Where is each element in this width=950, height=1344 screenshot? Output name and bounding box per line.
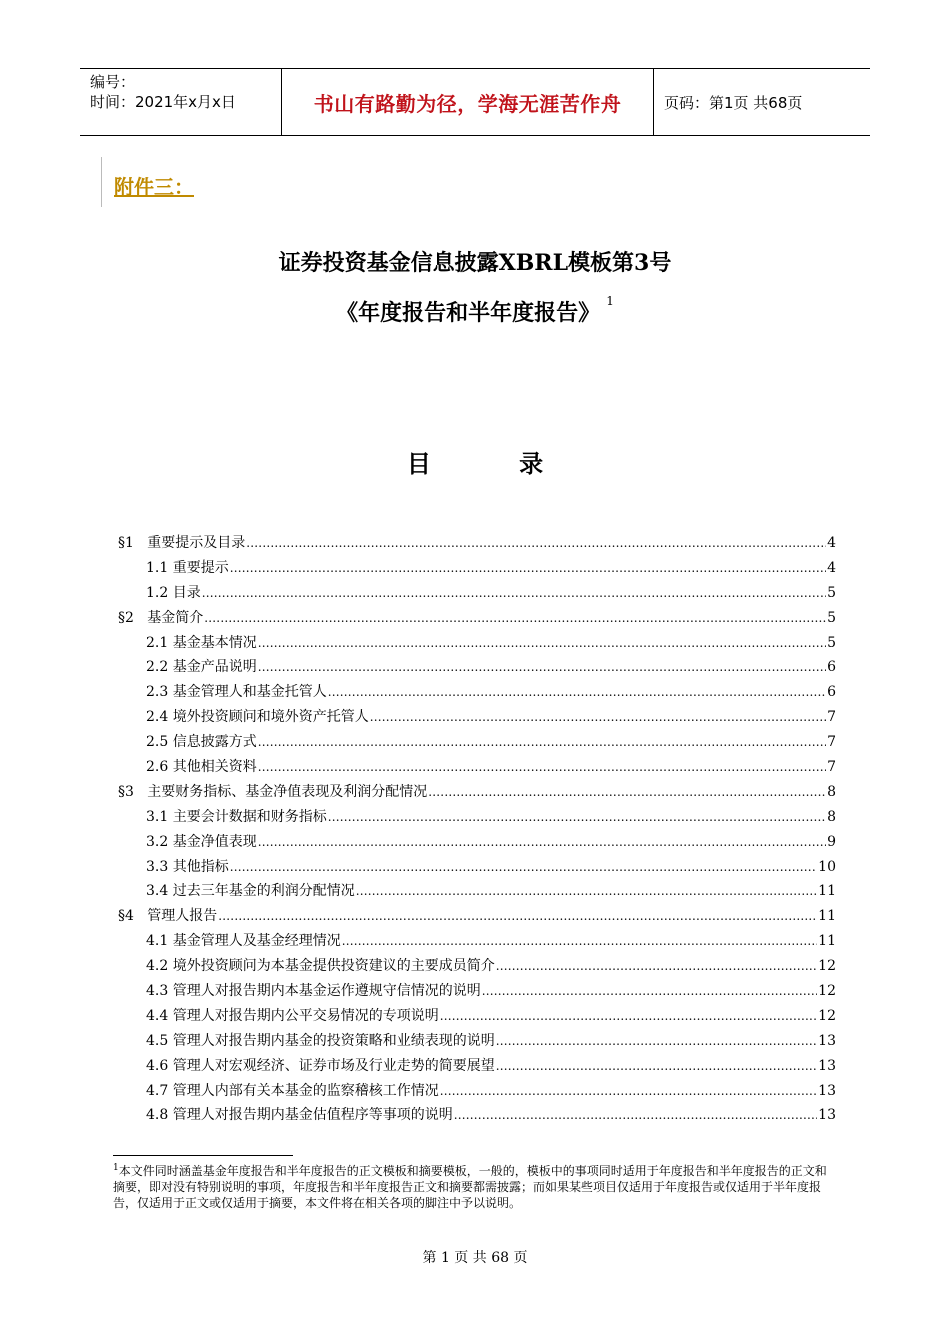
toc-entry[interactable] bbox=[118, 930, 836, 955]
number-label: 编号： bbox=[90, 73, 136, 91]
footnote-number: 1 bbox=[113, 1163, 119, 1173]
toc-dot-leader bbox=[258, 835, 826, 849]
toc-entry-page: 13 bbox=[818, 1032, 836, 1049]
toc-entry-page: 8 bbox=[827, 783, 836, 800]
toc-entry-title: 基金管理人和基金托管人 bbox=[172, 684, 327, 701]
toc-entry-number: 4.5 bbox=[146, 1032, 173, 1049]
toc-entry-page: 8 bbox=[827, 808, 836, 825]
toc-entry-page: 10 bbox=[818, 858, 836, 875]
toc-dot-leader bbox=[496, 959, 817, 973]
toc-dot-leader bbox=[370, 710, 826, 724]
toc-entry-title: 主要财务指标、基金净值表现及利润分配情况 bbox=[147, 783, 428, 800]
toc-entry-number: 1.1 bbox=[146, 559, 173, 576]
toc-entry-page: 5 bbox=[827, 584, 836, 601]
toc-entry-title: 管理人内部有关本基金的监察稽核工作情况 bbox=[172, 1082, 439, 1099]
toc-entry[interactable] bbox=[118, 955, 836, 980]
toc-dot-leader bbox=[218, 909, 817, 923]
toc-dot-leader bbox=[342, 934, 817, 948]
toc-entry[interactable] bbox=[118, 731, 836, 756]
toc-entry-number: 4.2 bbox=[146, 958, 173, 975]
toc-entry-number: 2.6 bbox=[146, 759, 173, 776]
toc-entry-title: 目录 bbox=[172, 584, 201, 601]
toc-dot-leader bbox=[454, 1108, 817, 1122]
toc-entry-page: 11 bbox=[818, 883, 836, 900]
document-subtitle-text: 《年度报告和半年度报告》 bbox=[336, 300, 601, 326]
toc-entry-page: 12 bbox=[818, 958, 836, 975]
toc-entry-number: 4.8 bbox=[146, 1107, 173, 1124]
toc-entry-page: 12 bbox=[818, 1007, 836, 1024]
toc-dot-leader bbox=[230, 860, 817, 874]
toc-dot-leader bbox=[440, 1009, 817, 1023]
toc-entry-title: 境外投资顾问为本基金提供投资建议的主要成员简介 bbox=[172, 958, 495, 975]
toc-entry-page: 11 bbox=[818, 908, 836, 925]
page-footer: 第 1 页 共 68 页 bbox=[422, 1250, 528, 1266]
toc-entry-page: 9 bbox=[827, 833, 836, 850]
toc-entry-page: 13 bbox=[818, 1107, 836, 1124]
toc-entry-title: 管理人报告 bbox=[147, 908, 218, 925]
toc-entry[interactable] bbox=[118, 880, 836, 905]
toc-dot-leader bbox=[440, 1084, 817, 1098]
toc-entry-number: 1.2 bbox=[146, 584, 173, 601]
footnote-text: 本文件同时涵盖基金年度报告和半年度报告的正文模板和摘要模板，一般的，模板中的事项同时适用于年度报告和半年度报告的正文和摘要，即对没有特别说明的事项，年度报告和半年度报告正文和摘要都需披露；而如果某些项目仅适用于年度报告或仅适用于半年度报告，仅适用于正文或仅适用于摘要，本文件将在相关各项的脚注中予以说明。 bbox=[113, 1164, 827, 1210]
toc-entry-page: 11 bbox=[818, 933, 836, 950]
toc-entry-page: 12 bbox=[818, 983, 836, 1000]
toc-entry-number: 2.4 bbox=[146, 709, 173, 726]
table-of-contents bbox=[118, 532, 836, 1129]
toc-entry-number: 4.7 bbox=[146, 1082, 173, 1099]
toc-entry-title: 其他相关资料 bbox=[172, 759, 257, 776]
toc-dot-leader bbox=[258, 760, 826, 774]
toc-entry-page: 7 bbox=[827, 709, 836, 726]
toc-entry-title: 境外投资顾问和境外资产托管人 bbox=[172, 709, 369, 726]
toc-entry[interactable] bbox=[118, 1055, 836, 1080]
toc-entry[interactable] bbox=[118, 582, 836, 607]
toc-entry-number: 3.2 bbox=[146, 833, 173, 850]
toc-entry-page: 5 bbox=[827, 609, 836, 626]
toc-dot-leader bbox=[496, 1034, 817, 1048]
toc-entry-page: 6 bbox=[827, 659, 836, 676]
motto-text: 书山有路勤为径，学海无涯苦作舟 bbox=[313, 91, 622, 116]
header-left-cell bbox=[80, 69, 282, 135]
toc-entry-page: 6 bbox=[827, 684, 836, 701]
annex-margin-bar bbox=[101, 157, 102, 207]
toc-dot-leader bbox=[246, 536, 826, 550]
toc-entry-number: 3.1 bbox=[146, 808, 173, 825]
toc-dot-leader bbox=[204, 611, 826, 625]
toc-entry-page: 5 bbox=[827, 634, 836, 651]
toc-entry-number: 2.1 bbox=[146, 634, 173, 651]
toc-dot-leader bbox=[258, 735, 826, 749]
toc-entry-page: 13 bbox=[818, 1082, 836, 1099]
toc-entry[interactable] bbox=[118, 1030, 836, 1055]
document-subtitle bbox=[0, 296, 950, 327]
toc-entry[interactable] bbox=[118, 831, 836, 856]
toc-entry[interactable] bbox=[118, 806, 836, 831]
toc-entry-title: 基金基本情况 bbox=[172, 634, 257, 651]
time-label: 时间：2021年x月x日 bbox=[90, 93, 236, 111]
toc-entry[interactable] bbox=[118, 1104, 836, 1129]
toc-entry-number: 2.5 bbox=[146, 734, 173, 751]
toc-entry-number: 4.4 bbox=[146, 1007, 173, 1024]
toc-entry-title: 管理人对报告期内基金的投资策略和业绩表现的说明 bbox=[172, 1032, 495, 1049]
toc-entry-title: 基金管理人及基金经理情况 bbox=[172, 933, 341, 950]
toc-entry-number: §3 bbox=[118, 783, 148, 800]
toc-entry-title: 基金简介 bbox=[147, 609, 204, 626]
toc-dot-leader bbox=[230, 561, 826, 575]
toc-dot-leader bbox=[328, 685, 826, 699]
toc-entry-number: §4 bbox=[118, 908, 148, 925]
toc-entry[interactable] bbox=[118, 632, 836, 657]
toc-dot-leader bbox=[328, 810, 826, 824]
toc-entry-number: 4.1 bbox=[146, 933, 173, 950]
toc-entry-number: §1 bbox=[118, 535, 148, 551]
toc-entry[interactable] bbox=[118, 681, 836, 706]
toc-entry[interactable] bbox=[118, 1005, 836, 1030]
toc-entry-number: 2.2 bbox=[146, 659, 173, 676]
toc-entry-title: 重要提示 bbox=[172, 559, 229, 576]
document-title: 证券投资基金信息披露XBRL模板第3号 bbox=[278, 250, 672, 276]
toc-entry-page: 7 bbox=[827, 734, 836, 751]
toc-entry-title: 管理人对报告期内公平交易情况的专项说明 bbox=[172, 1007, 439, 1024]
toc-entry-title: 管理人对报告期内本基金运作遵规守信情况的说明 bbox=[172, 983, 481, 1000]
toc-entry[interactable] bbox=[118, 557, 836, 582]
toc-entry[interactable] bbox=[118, 706, 836, 731]
toc-entry-title: 信息披露方式 bbox=[172, 734, 257, 751]
toc-dot-leader bbox=[482, 984, 817, 998]
toc-heading: 目 录 bbox=[406, 449, 584, 478]
toc-entry[interactable] bbox=[118, 656, 836, 681]
toc-entry-number: 3.3 bbox=[146, 858, 173, 875]
toc-entry-page: 4 bbox=[827, 535, 836, 551]
toc-entry-number: 3.4 bbox=[146, 883, 173, 900]
toc-entry-number: §2 bbox=[118, 609, 148, 626]
footnote-divider bbox=[113, 1155, 293, 1156]
toc-entry-title: 基金产品说明 bbox=[172, 659, 257, 676]
toc-entry-title: 管理人对宏观经济、证券市场及行业走势的简要展望 bbox=[172, 1057, 495, 1074]
toc-dot-leader bbox=[258, 636, 826, 650]
toc-entry[interactable] bbox=[118, 905, 836, 930]
header-motto-cell bbox=[282, 69, 654, 135]
toc-entry-number: 2.3 bbox=[146, 684, 173, 701]
toc-entry[interactable] bbox=[118, 1080, 836, 1105]
toc-entry[interactable] bbox=[118, 607, 836, 632]
toc-dot-leader bbox=[356, 884, 817, 898]
annex-label: 附件三： bbox=[114, 175, 194, 199]
toc-entry[interactable] bbox=[118, 980, 836, 1005]
toc-dot-leader bbox=[496, 1059, 817, 1073]
toc-entry-title: 主要会计数据和财务指标 bbox=[172, 808, 327, 825]
toc-dot-leader bbox=[202, 586, 826, 600]
header-page-cell bbox=[654, 69, 870, 135]
toc-entry[interactable] bbox=[118, 856, 836, 881]
page-info: 页码：第1页 共68页 bbox=[664, 93, 803, 112]
toc-entry-page: 7 bbox=[827, 759, 836, 776]
toc-entry-title: 过去三年基金的利润分配情况 bbox=[172, 883, 355, 900]
toc-entry[interactable] bbox=[118, 781, 836, 806]
toc-dot-leader bbox=[258, 660, 826, 674]
toc-entry-title: 管理人对报告期内基金估值程序等事项的说明 bbox=[172, 1107, 453, 1124]
toc-entry[interactable] bbox=[118, 756, 836, 781]
toc-entry-number: 4.6 bbox=[146, 1057, 173, 1074]
footnote bbox=[113, 1160, 838, 1211]
header-table bbox=[80, 68, 870, 136]
toc-dot-leader bbox=[428, 785, 826, 799]
footnote-mark: 1 bbox=[606, 294, 614, 308]
toc-entry-title: 重要提示及目录 bbox=[147, 535, 246, 551]
toc-entry-number: 4.3 bbox=[146, 983, 173, 1000]
toc-entry-page: 4 bbox=[827, 559, 836, 576]
toc-entry-title: 基金净值表现 bbox=[172, 833, 257, 850]
toc-entry-title: 其他指标 bbox=[172, 858, 229, 875]
toc-entry-page: 13 bbox=[818, 1057, 836, 1074]
toc-entry[interactable] bbox=[118, 532, 836, 557]
